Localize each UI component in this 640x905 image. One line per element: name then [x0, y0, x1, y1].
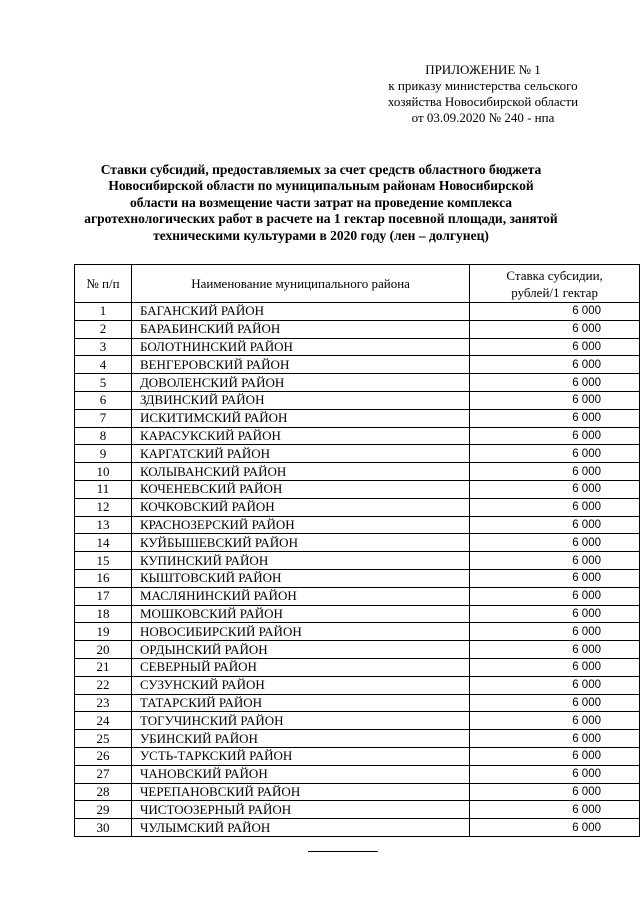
subsidy-rate: 6 000: [470, 356, 640, 374]
district-name: ИСКИТИМСКИЙ РАЙОН: [131, 409, 469, 427]
district-name: НОВОСИБИРСКИЙ РАЙОН: [131, 623, 469, 641]
district-name: ОРДЫНСКИЙ РАЙОН: [131, 641, 469, 659]
table-row: [75, 712, 640, 730]
row-number: 25: [75, 730, 132, 748]
subsidy-rate: 6 000: [470, 409, 640, 427]
table-row: [75, 605, 640, 623]
district-name: ЗДВИНСКИЙ РАЙОН: [131, 391, 469, 409]
row-number: 26: [75, 747, 132, 765]
district-name: КЫШТОВСКИЙ РАЙОН: [131, 569, 469, 587]
subsidy-rate: 6 000: [470, 730, 640, 748]
subsidy-rate: 6 000: [470, 552, 640, 570]
district-name: БАГАНСКИЙ РАЙОН: [131, 303, 469, 321]
title-line: агротехнологических работ в расчете на 1 гектар посевной площади, занятой: [84, 211, 558, 227]
district-name: БАРАБИНСКИЙ РАЙОН: [131, 320, 469, 338]
subsidy-rate: 6 000: [470, 801, 640, 819]
subsidy-rate: 6 000: [470, 783, 640, 801]
row-number: 19: [75, 623, 132, 641]
district-name: ЧАНОВСКИЙ РАЙОН: [131, 765, 469, 783]
footer-divider: [308, 851, 378, 852]
row-number: 4: [75, 356, 132, 374]
district-name: КОЛЫВАНСКИЙ РАЙОН: [131, 463, 469, 481]
row-number: 17: [75, 587, 132, 605]
district-name: КУЙБЫШЕВСКИЙ РАЙОН: [131, 534, 469, 552]
district-name: КОЧЕНЕВСКИЙ РАЙОН: [131, 480, 469, 498]
subsidy-rate: 6 000: [470, 338, 640, 356]
row-number: 16: [75, 569, 132, 587]
row-number: 27: [75, 765, 132, 783]
row-number: 28: [75, 783, 132, 801]
row-number: 9: [75, 445, 132, 463]
table-row: [75, 587, 640, 605]
subsidy-rate: 6 000: [470, 694, 640, 712]
title-line: Новосибирской области по муниципальным районам Новосибирской: [108, 178, 534, 194]
subsidy-rate: 6 000: [470, 658, 640, 676]
district-name: БОЛОТНИНСКИЙ РАЙОН: [131, 338, 469, 356]
table-row: [75, 730, 640, 748]
subsidy-rate: 6 000: [470, 480, 640, 498]
table-row: [75, 623, 640, 641]
subsidy-rate: 6 000: [470, 427, 640, 445]
table-row: [75, 641, 640, 659]
header-district-name: Наименование муниципального района: [131, 265, 469, 303]
appendix-title: ПРИЛОЖЕНИЕ № 1: [425, 62, 541, 77]
district-name: ТОГУЧИНСКИЙ РАЙОН: [131, 712, 469, 730]
title-line: области на возмещение части затрат на проведение комплекса: [130, 194, 512, 210]
table-row: [75, 374, 640, 392]
table-row: [75, 391, 640, 409]
table-body: [75, 303, 640, 837]
header-number: № п/п: [75, 265, 132, 303]
table-row: [75, 783, 640, 801]
table-row: [75, 569, 640, 587]
subsidy-rate: 6 000: [470, 498, 640, 516]
subsidy-rate: 6 000: [470, 534, 640, 552]
table-row: [75, 480, 640, 498]
table-row: [75, 338, 640, 356]
appendix-line: к приказу министерства сельского: [388, 78, 578, 93]
district-name: КУПИНСКИЙ РАЙОН: [131, 552, 469, 570]
district-name: КОЧКОВСКИЙ РАЙОН: [131, 498, 469, 516]
table-row: [75, 356, 640, 374]
district-name: КАРГАТСКИЙ РАЙОН: [131, 445, 469, 463]
district-name: ВЕНГЕРОВСКИЙ РАЙОН: [131, 356, 469, 374]
row-number: 29: [75, 801, 132, 819]
table-row: [75, 498, 640, 516]
subsidy-rate: 6 000: [470, 463, 640, 481]
row-number: 22: [75, 676, 132, 694]
subsidy-rate: 6 000: [470, 765, 640, 783]
table-row: [75, 819, 640, 837]
district-name: ЧЕРЕПАНОВСКИЙ РАЙОН: [131, 783, 469, 801]
district-name: КАРАСУКСКИЙ РАЙОН: [131, 427, 469, 445]
district-name: УСТЬ-ТАРКСКИЙ РАЙОН: [131, 747, 469, 765]
district-name: ДОВОЛЕНСКИЙ РАЙОН: [131, 374, 469, 392]
subsidy-rate: 6 000: [470, 569, 640, 587]
header-rate: [470, 265, 640, 303]
subsidy-rate: 6 000: [470, 819, 640, 837]
table-row: [75, 445, 640, 463]
title-line: Ставки субсидий, предоставляемых за счет средств областного бюджета: [100, 162, 542, 177]
row-number: 12: [75, 498, 132, 516]
district-name: ЧИСТООЗЕРНЫЙ РАЙОН: [131, 801, 469, 819]
district-name: МАСЛЯНИНСКИЙ РАЙОН: [131, 587, 469, 605]
subsidy-rate: 6 000: [470, 641, 640, 659]
row-number: 13: [75, 516, 132, 534]
table-row: [75, 534, 640, 552]
title-line: техническими культурами в 2020 году (лен – долгунец): [153, 227, 489, 243]
subsidy-rate: 6 000: [470, 391, 640, 409]
row-number: 23: [75, 694, 132, 712]
district-name: СУЗУНСКИЙ РАЙОН: [131, 676, 469, 694]
row-number: 11: [75, 480, 132, 498]
subsidy-rate: 6 000: [470, 712, 640, 730]
table-header-row: [75, 265, 640, 303]
subsidy-rate: 6 000: [470, 303, 640, 321]
subsidy-rate: 6 000: [470, 320, 640, 338]
row-number: 7: [75, 409, 132, 427]
row-number: 6: [75, 391, 132, 409]
table-row: [75, 801, 640, 819]
subsidy-rate: 6 000: [470, 747, 640, 765]
subsidy-rate: 6 000: [470, 676, 640, 694]
table-row: [75, 320, 640, 338]
subsidy-rates-table: [74, 264, 640, 837]
table-row: [75, 516, 640, 534]
document-title: [78, 162, 564, 244]
header-rate-line1: Ставка субсидии,: [506, 267, 603, 283]
subsidy-rate: 6 000: [470, 374, 640, 392]
row-number: 5: [75, 374, 132, 392]
table-row: [75, 765, 640, 783]
appendix-line: хозяйства Новосибирской области: [387, 94, 579, 109]
row-number: 2: [75, 320, 132, 338]
row-number: 1: [75, 303, 132, 321]
district-name: ТАТАРСКИЙ РАЙОН: [131, 694, 469, 712]
row-number: 30: [75, 819, 132, 837]
row-number: 18: [75, 605, 132, 623]
table-row: [75, 303, 640, 321]
row-number: 21: [75, 658, 132, 676]
district-name: УБИНСКИЙ РАЙОН: [131, 730, 469, 748]
table-row: [75, 463, 640, 481]
header-rate-line2: рублей/1 гектар: [511, 284, 598, 300]
district-name: КРАСНОЗЕРСКИЙ РАЙОН: [131, 516, 469, 534]
subsidy-rate: 6 000: [470, 516, 640, 534]
row-number: 14: [75, 534, 132, 552]
district-name: МОШКОВСКИЙ РАЙОН: [131, 605, 469, 623]
table-row: [75, 676, 640, 694]
subsidy-rate: 6 000: [470, 587, 640, 605]
row-number: 8: [75, 427, 132, 445]
table-row: [75, 658, 640, 676]
table-row: [75, 427, 640, 445]
table-row: [75, 694, 640, 712]
subsidy-rate: 6 000: [470, 605, 640, 623]
table-row: [75, 552, 640, 570]
subsidy-rate: 6 000: [470, 445, 640, 463]
appendix-date-number: от 03.09.2020 № 240 - нпа: [411, 110, 555, 125]
row-number: 3: [75, 338, 132, 356]
district-name: ЧУЛЫМСКИЙ РАЙОН: [131, 819, 469, 837]
table-row: [75, 747, 640, 765]
table-row: [75, 409, 640, 427]
row-number: 24: [75, 712, 132, 730]
row-number: 20: [75, 641, 132, 659]
appendix-block: [352, 62, 614, 126]
district-name: СЕВЕРНЫЙ РАЙОН: [131, 658, 469, 676]
subsidy-rate: 6 000: [470, 623, 640, 641]
row-number: 10: [75, 463, 132, 481]
row-number: 15: [75, 552, 132, 570]
